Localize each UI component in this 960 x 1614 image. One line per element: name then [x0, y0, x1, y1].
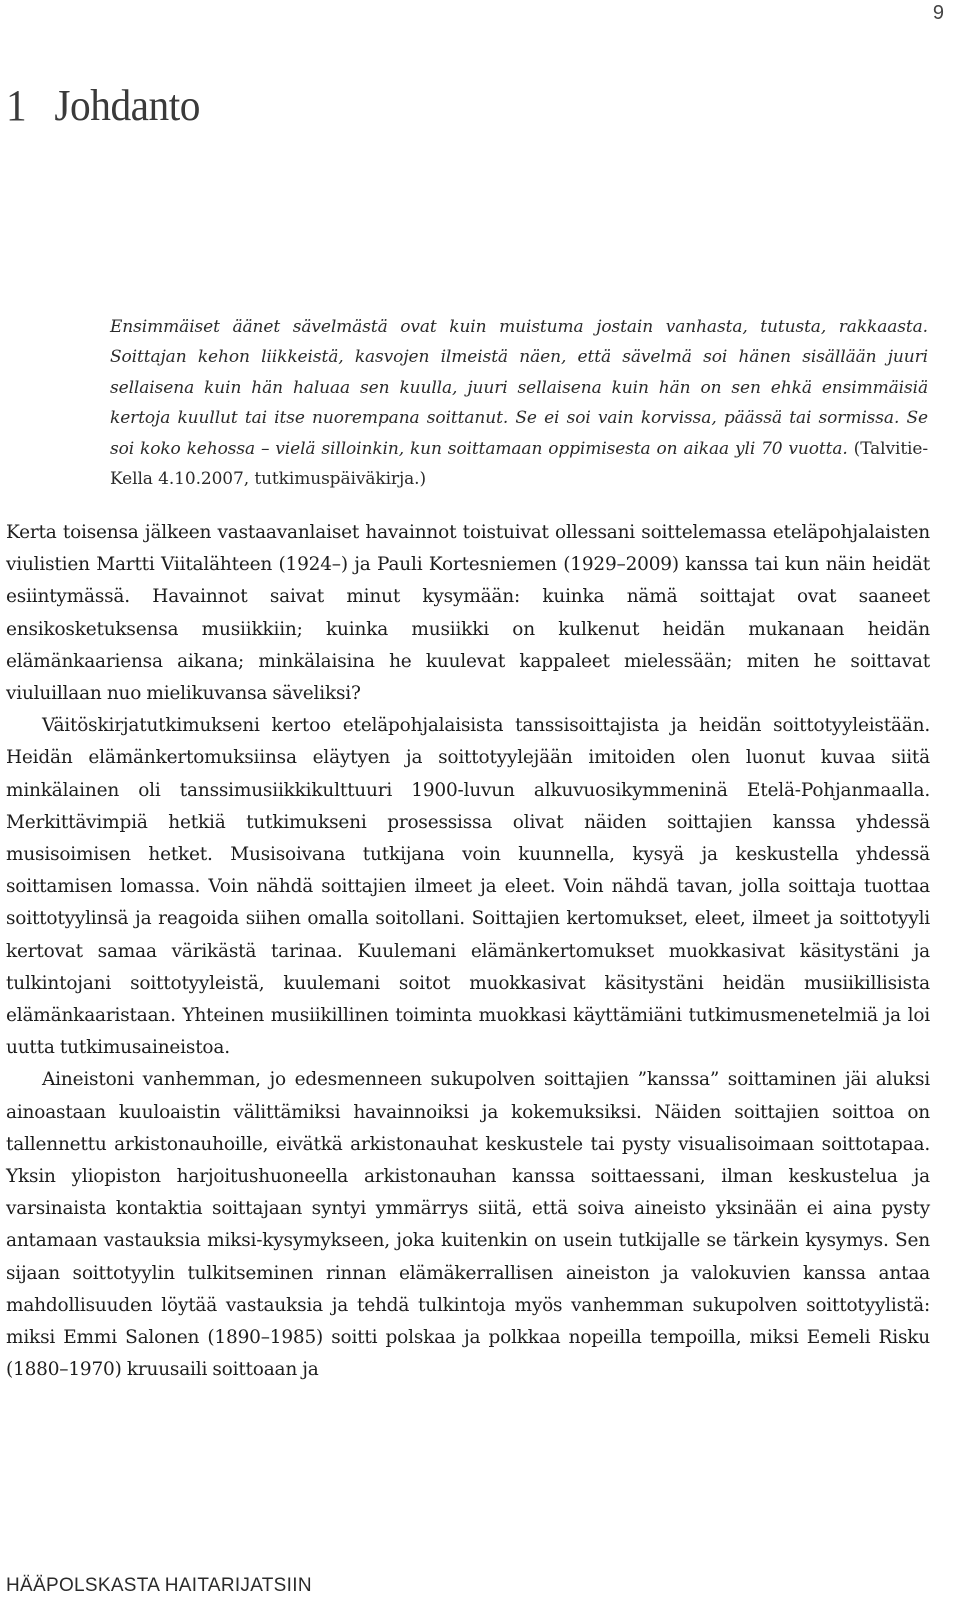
chapter-title: Johdanto [54, 81, 201, 130]
body-text [6, 517, 930, 1386]
epigraph [110, 312, 928, 494]
epigraph-source: (Talvitie-Kella 4.10.2007, tutkimuspäiväkirja.) [110, 438, 928, 490]
paragraph-3: Aineistoni vanhemman, jo edesmenneen sukupolven soittajien ”kanssa” soittaminen jäi aluksi ainoastaan kuuloaistin välittämiksi havainnoiksi ja kokemuksiksi. Näiden soittajien soittoa on tallennettu arkistonauhoille, eivätkä arkistonauhat keskustele tai pysty visualisoimaan soittotapaa. Yksin yliopiston harjoitushuoneella arkistonauhan kanssa soittaessani, ilman keskustelua ja varsinaista kontaktia soittajaan syntyi ymmärrys siitä, että soiva aineisto yksinään ei aina pysty antamaan vastauksia miksi-kysymykseen, joka kuitenkin on usein tutkijalle se tärkein kysymys. Sen sijaan soittotyylin tulkitseminen rinnan elämäkerrallisen aineiston ja valokuvien kanssa antaa mahdollisuuden löytää vastauksia ja tehdä tulkintoja myös vanhemman sukupolven soittotyylistä: miksi Emmi Salonen (1890–1985) soitti polskaa ja polkkaa nopeilla tempoilla, miksi Eemeli Risku (1880–1970) kruusaili soittoaan ja [6, 1069, 930, 1381]
paragraph-1: Kerta toisensa jälkeen vastaavanlaiset havainnot toistuivat ollessani soittelemassa eteläpohjalaisten viulistien Martti Viitalähteen (1924–) ja Pauli Kortesniemen (1929–2009) kanssa tai kun näin heidät esiintymässä. Havainnot saivat minut kysymään: kuinka nämä soittajat ovat saaneet ensikosketuksensa musiikkiin; kuinka musiikki on kulkenut heidän mukanaan heidän elämänkaariensa aikana; minkälaisina he kuulevat kappaleet mielessään; miten he soittavat viuluillaan nuo mielikuvansa säveliksi? [6, 522, 930, 705]
chapter-number: 1 [6, 81, 27, 130]
chapter-heading [6, 80, 200, 131]
paragraph-2: Väitöskirjatutkimukseni kertoo eteläpohjalaisista tanssisoittajista ja heidän soittotyyleistään. Heidän elämänkertomuksiinsa eläytyen ja soittotyylejään imitoiden olen luonut kuvaa siitä minkälainen oli tanssimusiikkikulttuuri 1900-luvun alkuvuosikymmeninä Etelä-Pohjanmaalla. Merkittävimpiä hetkiä tutkimukseni prosessissa olivat näiden soittajien kanssa yhdessä musisoimisen hetket. Musisoivana tutkijana voin kuunnella, kysyä ja keskustella yhdessä soittamisen lomassa. Voin nähdä soittajien ilmeet ja eleet. Voin nähdä tavan, jolla soittaja tuottaa soittotyylinsä ja reagoida siihen omalla soitollani. Soittajien kertomukset, eleet, ilmeet ja soittotyyli kertovat samaa värikästä tarinaa. Kuulemani elämänkertomukset muokkasivat käsitystäni ja tulkintojani soittotyyleistä, kuulemani soitot muokkasivat käsitystäni heidän musiikillisista elämänkaaristaan. Yhteinen musiikillinen toiminta muokkasi käyttämiäni tutkimusmenetelmiä ja loi uutta tutkimusaineistoa. [6, 715, 930, 1059]
epigraph-quote: Ensimmäiset äänet sävelmästä ovat kuin muistuma jostain vanhasta, tutusta, rakkaasta. Soittajan kehon liikkeistä, kasvojen ilmeistä näen, että sävelmä soi hänen sisällään juuri sellaisena kuin hän haluaa sen kuulla, juuri sellaisena kuin hän on sen ehkä ensimmäisiä kertoja kuullut tai itse nuorempana soittanut. Se ei soi vain korvissa, päässä tai sormissa. Se soi koko kehossa – vielä silloinkin, kun soittamaan oppimisesta on aikaa yli 70 vuotta. [110, 317, 928, 459]
page-number: 9 [932, 2, 944, 24]
running-footer-book-title: HÄÄPOLSKASTA HAITARIJATSIIN [6, 1575, 312, 1596]
